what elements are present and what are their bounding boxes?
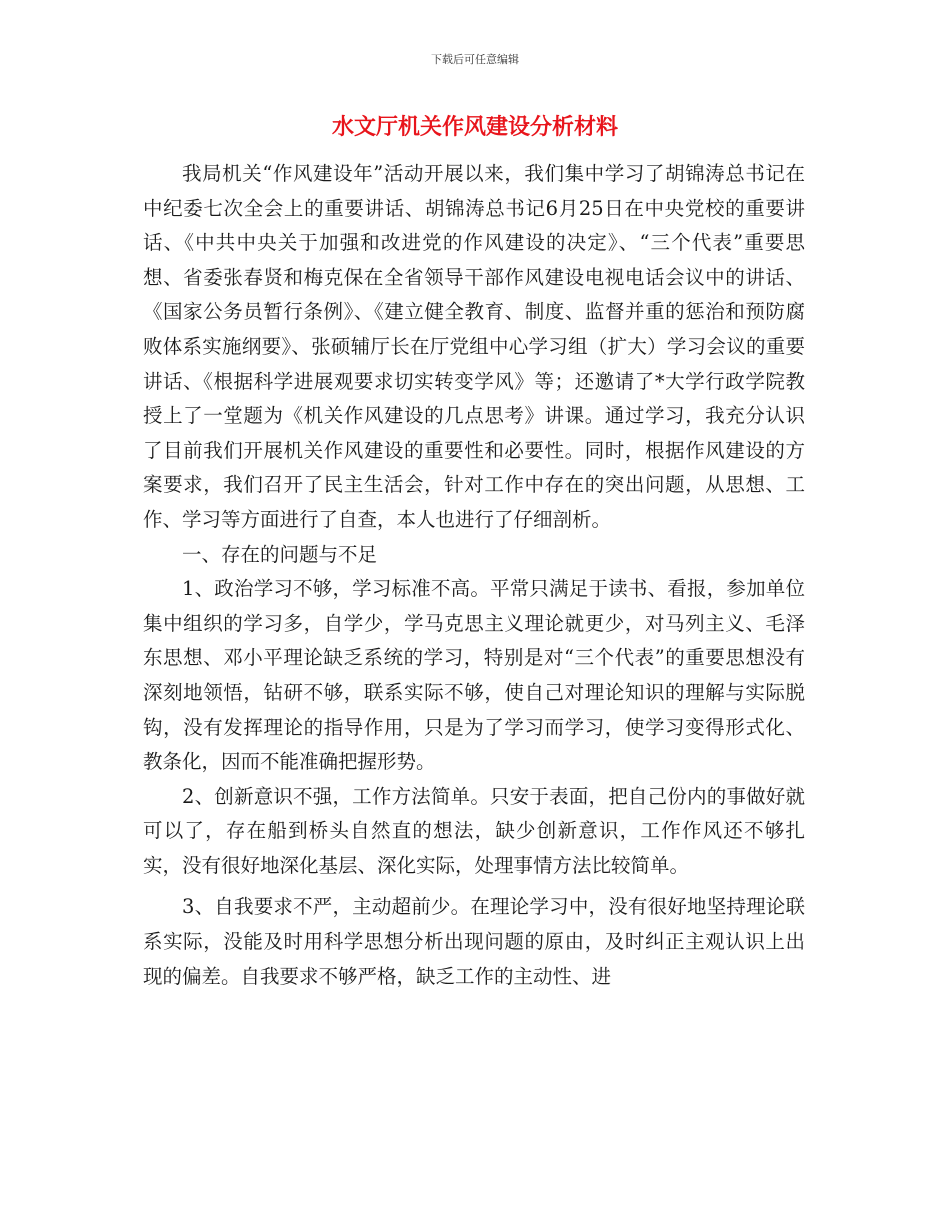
paragraph-intro: 我局机关“作风建设年”活动开展以来，我们集中学习了胡锦涛总书记在中纪委七次全会上的重要讲话、胡锦涛总书记6月25日在中央党校的重要讲话、《中共中央关于加强和改进党的作风建设的决定》、“三个代表”重要思想、省委张春贤和梅克保在全省领导干部作风建设电视电话会议中的讲话、《国家公务员暂行条例》、《建立健全教育、制度、监督并重的惩治和预防腐败体系实施纲要》、张硕辅厅长在厅党组中心学习组（扩大）学习会议的重要讲话、《根据科学进展观要求切实转变学风》等；还邀请了*大学行政学院教授上了一堂题为《机关作风建设的几点思考》讲课。通过学习，我充分认识了目前我们开展机关作风建设的重要性和必要性。同时，根据作风建设的方案要求，我们召开了民主生活会，针对工作中存在的突出问题，从思想、工作、学习等方面进行了自查，本人也进行了仔细剖析。 [143,162,805,531]
document-body [143,157,805,994]
paragraph-item-1: 1、政治学习不够，学习标准不高。平常只满足于读书、看报，参加单位集中组织的学习多，自学少，学马克思主义理论就更少，对马列主义、毛泽东思想、邓小平理论缺乏系统的学习，特别是对“三个代表”的重要思想没有深刻地领悟，钻研不够，联系实际不够，使自己对理论知识的理解与实际脱钩，没有发挥理论的指导作用，只是为了学习而学习，使学习变得形式化、教条化，因而不能准确把握形势。 [143,577,805,774]
paragraph-item-2: 2、创新意识不强，工作方法简单。只安于表面，把自己份内的事做好就可以了，存在船到桥头自然直的想法，缺少创新意识，工作作风还不够扎实，没有很好地深化基层、深化实际，处理事情方法比较简单。 [143,784,805,877]
section-heading-problems: 一、存在的问题与不足 [182,542,378,566]
document-title: 水文厅机关作风建设分析材料 [331,115,618,140]
paragraph-item-3: 3、自我要求不严，主动超前少。在理论学习中，没有很好地坚持理论联系实际，没能及时用科学思想分析出现问题的原由，及时纠正主观认识上出现的偏差。自我要求不够严格，缺乏工作的主动性、进 [143,895,805,988]
header-note: 下载后可任意编辑 [431,53,519,66]
